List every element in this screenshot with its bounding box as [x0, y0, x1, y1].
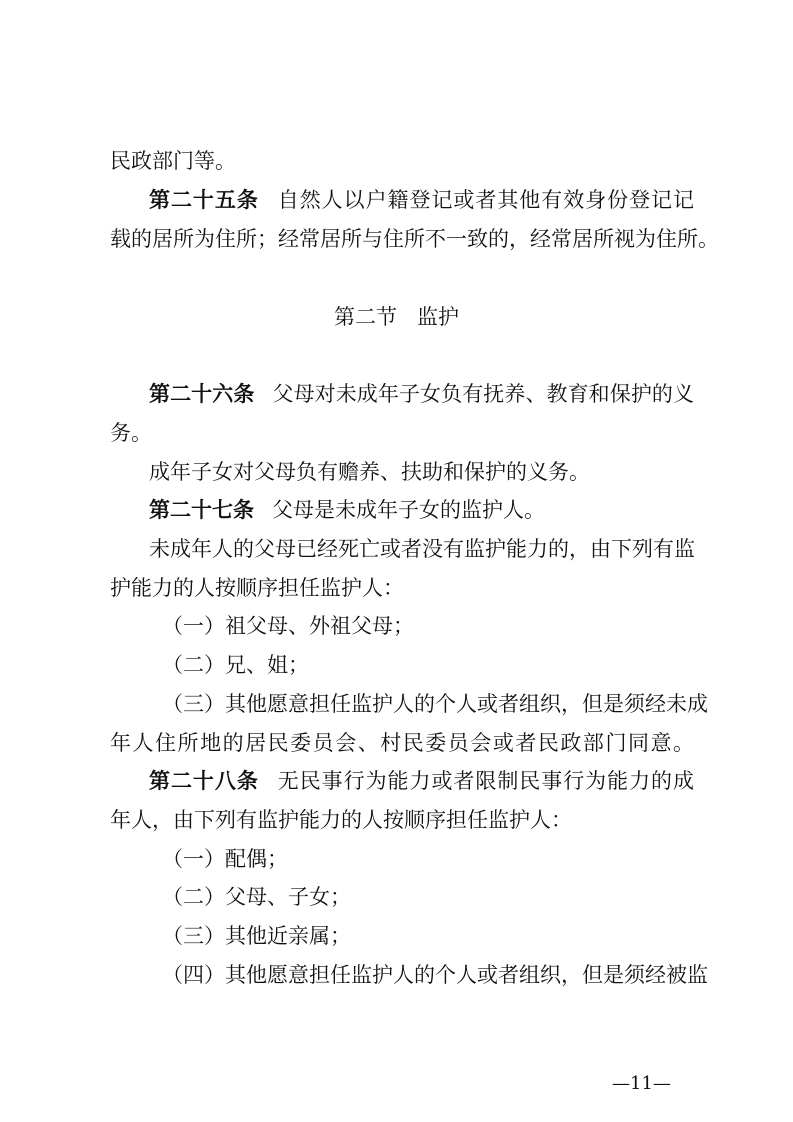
- text-line: 年人住所地的居民委员会、村民委员会或者民政部门同意。: [110, 731, 694, 755]
- article-label: 第二十五条: [149, 188, 259, 212]
- list-item: （三）其他愿意担任监护人的个人或者组织，但是须经未成: [162, 692, 708, 716]
- article-text: 自然人以户籍登记或者其他有效身份登记记: [276, 188, 695, 212]
- section-number: 第二节: [334, 305, 397, 329]
- page-number: —11—: [612, 1073, 671, 1094]
- list-item: （二）兄、姐；: [162, 653, 309, 677]
- article-28-first-line: [149, 769, 694, 793]
- list-item: （一）配偶；: [162, 847, 288, 871]
- text-line: 载的居所为住所；经常居所与住所不一致的，经常居所视为住所。: [110, 227, 719, 251]
- article-26-first-line: [149, 382, 694, 406]
- text-line: 年人，由下列有监护能力的人按顺序担任监护人：: [110, 808, 572, 832]
- article-27-first-line: [149, 498, 694, 522]
- text-line: 成年子女对父母负有赡养、扶助和保护的义务。: [149, 460, 590, 484]
- text-line: 民政部门等。: [110, 149, 236, 173]
- section-heading: [0, 305, 793, 329]
- list-item: （一）祖父母、外祖父母；: [162, 614, 414, 638]
- article-text: 无民事行为能力或者限制民事行为能力的成: [276, 769, 695, 793]
- section-title: 监护: [417, 305, 459, 329]
- list-item: （三）其他近亲属；: [162, 924, 351, 948]
- article-text: 父母对未成年子女负有抚养、教育和保护的义: [272, 382, 695, 406]
- list-item: （四）其他愿意担任监护人的个人或者组织，但是须经被监: [162, 963, 708, 987]
- article-label: 第二十八条: [149, 769, 259, 793]
- article-25-first-line: [149, 188, 694, 212]
- text-line: 务。: [110, 421, 152, 445]
- article-label: 第二十七条: [149, 498, 254, 522]
- text-line: 未成年人的父母已经死亡或者没有监护能力的，由下列有监: [149, 537, 695, 561]
- article-label: 第二十六条: [149, 382, 255, 406]
- article-text: 父母是未成年子女的监护人。: [272, 498, 545, 522]
- list-item: （二）父母、子女；: [162, 885, 351, 909]
- text-line: 护能力的人按顺序担任监护人：: [110, 576, 404, 600]
